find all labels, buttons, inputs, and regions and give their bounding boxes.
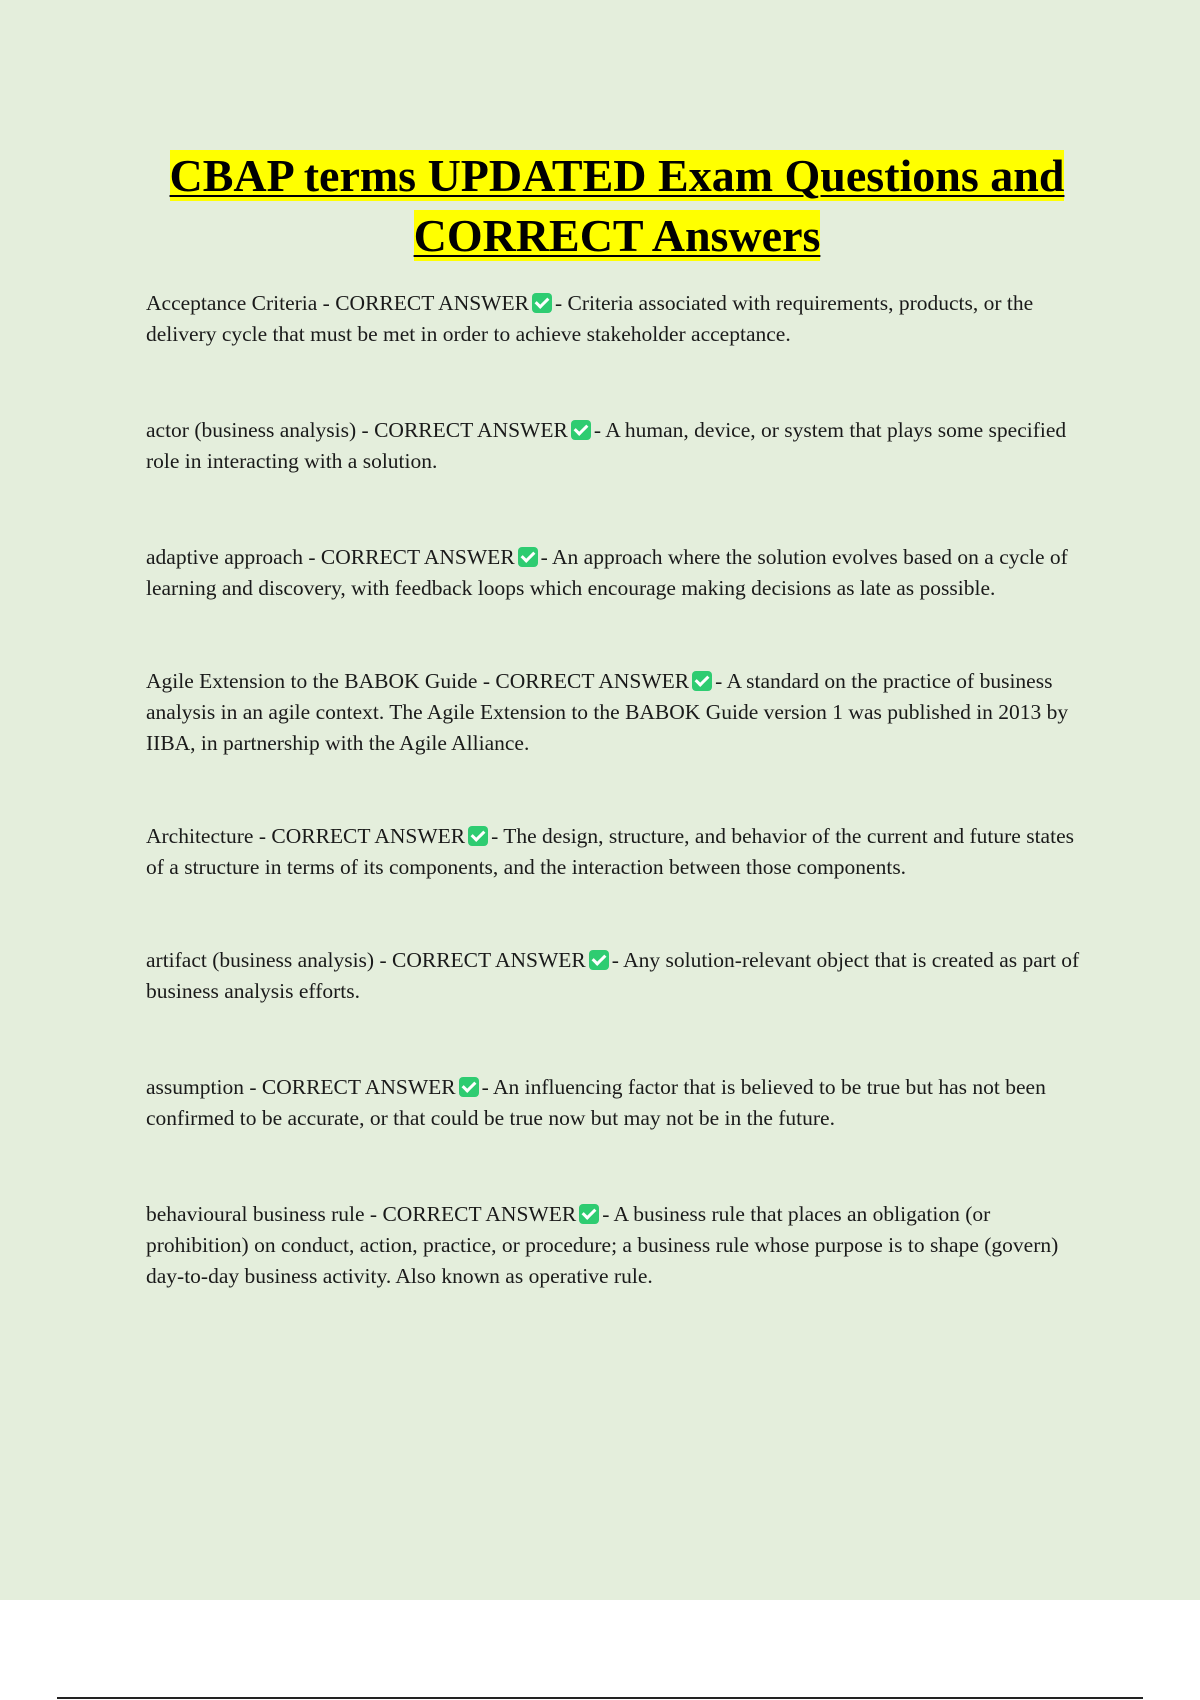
- entry-definition: An influencing factor that is believed to be true but has not been confirmed to be accurate, or that could be true now but may not be in the future.: [146, 1075, 1046, 1130]
- entry-term: assumption: [146, 1075, 244, 1099]
- answer-marker: CORRECT ANSWER: [392, 948, 586, 972]
- glossary-entry: assumption - CORRECT ANSWER - An influencing factor that is believed to be true but has not been confirmed to be accurate, or that could be true now but may not be in the future.: [146, 1075, 1046, 1130]
- entry-definition: A standard on the practice of business analysis in an agile context. The Agile Extension to the BABOK Guide version 1 was published in 2013 by IIBA, in partnership with the Agile Alliance.: [146, 669, 1069, 755]
- glossary-entry: Agile Extension to the BABOK Guide - CORRECT ANSWER - A standard on the practice of business analysis in an agile context. The Agile Extension to the BABOK Guide version 1 was published in 2013 by IIBA, in partnership with the Agile Alliance.: [146, 669, 1069, 755]
- entry-definition: An approach where the solution evolves based on a cycle of learning and discovery, with feedback loops which encourage making decisions as late as possible.: [146, 545, 1068, 600]
- glossary-entry: behavioural business rule - CORRECT ANSWER - A business rule that places an obligation (or prohibition) on conduct, action, practice, or procedure; a business rule whose purpose is to shape (govern) day-to-day business activity. Also known as operative rule.: [146, 1202, 1059, 1288]
- check-icon: [518, 547, 538, 567]
- answer-marker: CORRECT ANSWER: [261, 1075, 456, 1099]
- answer-marker: CORRECT ANSWER: [320, 545, 515, 569]
- entry-term: Agile Extension to the BABOK Guide: [146, 669, 478, 693]
- entry-definition: Any solution-relevant object that is created as part of business analysis efforts.: [146, 948, 1080, 1003]
- entry-term: adaptive approach: [146, 545, 303, 569]
- entry-term: Acceptance Criteria: [146, 291, 318, 315]
- check-icon: [692, 671, 712, 691]
- document-title: [146, 146, 1088, 266]
- answer-marker: CORRECT ANSWER: [382, 1202, 577, 1226]
- entry-definition: The design, structure, and behavior of the current and future states of a structure in terms of its components, and the interaction between those components.: [146, 824, 1074, 879]
- glossary-entry: artifact (business analysis) - CORRECT ANSWER - Any solution-relevant object that is created as part of business analysis efforts.: [146, 948, 1080, 1003]
- footer-divider: [57, 1697, 1143, 1699]
- glossary-entry: Acceptance Criteria - CORRECT ANSWER - Criteria associated with requirements, products, or the delivery cycle that must be met in order to achieve stakeholder acceptance.: [146, 291, 1034, 346]
- entry-definition: Criteria associated with requirements, products, or the delivery cycle that must be met in order to achieve stakeholder acceptance.: [146, 291, 1034, 346]
- answer-marker: CORRECT ANSWER: [495, 669, 690, 693]
- check-icon: [532, 293, 552, 313]
- glossary-entry: actor (business analysis) - CORRECT ANSWER - A human, device, or system that plays some specified role in interacting with a solution.: [146, 418, 1067, 473]
- check-icon: [459, 1077, 479, 1097]
- check-icon: [571, 420, 591, 440]
- entry-term: actor (business analysis): [146, 418, 357, 442]
- entry-term: artifact (business analysis): [146, 948, 375, 972]
- answer-marker: CORRECT ANSWER: [374, 418, 568, 442]
- document-content: [146, 146, 1088, 1292]
- answer-marker: CORRECT ANSWER: [271, 824, 466, 848]
- title-line-1: CBAP terms UPDATED Exam Questions and: [169, 150, 1065, 201]
- entry-term: behavioural business rule: [146, 1202, 365, 1226]
- entry-term: Architecture: [146, 824, 254, 848]
- answer-marker: CORRECT ANSWER: [335, 291, 529, 315]
- entry-definition: A human, device, or system that plays some specified role in interacting with a solution.: [146, 418, 1067, 473]
- check-icon: [589, 950, 609, 970]
- check-icon: [468, 826, 488, 846]
- check-icon: [579, 1204, 599, 1224]
- title-line-2: CORRECT Answers: [413, 210, 821, 261]
- glossary-entry: Architecture - CORRECT ANSWER - The design, structure, and behavior of the current and future states of a structure in terms of its components, and the interaction between those components.: [146, 824, 1074, 879]
- glossary-entry: adaptive approach - CORRECT ANSWER - An approach where the solution evolves based on a cycle of learning and discovery, with feedback loops which encourage making decisions as late as possible.: [146, 545, 1068, 600]
- entry-definition: A business rule that places an obligation (or prohibition) on conduct, action, practice, or procedure; a business rule whose purpose is to shape (govern) day-to-day business activity. Also known as operative rule.: [146, 1202, 1059, 1288]
